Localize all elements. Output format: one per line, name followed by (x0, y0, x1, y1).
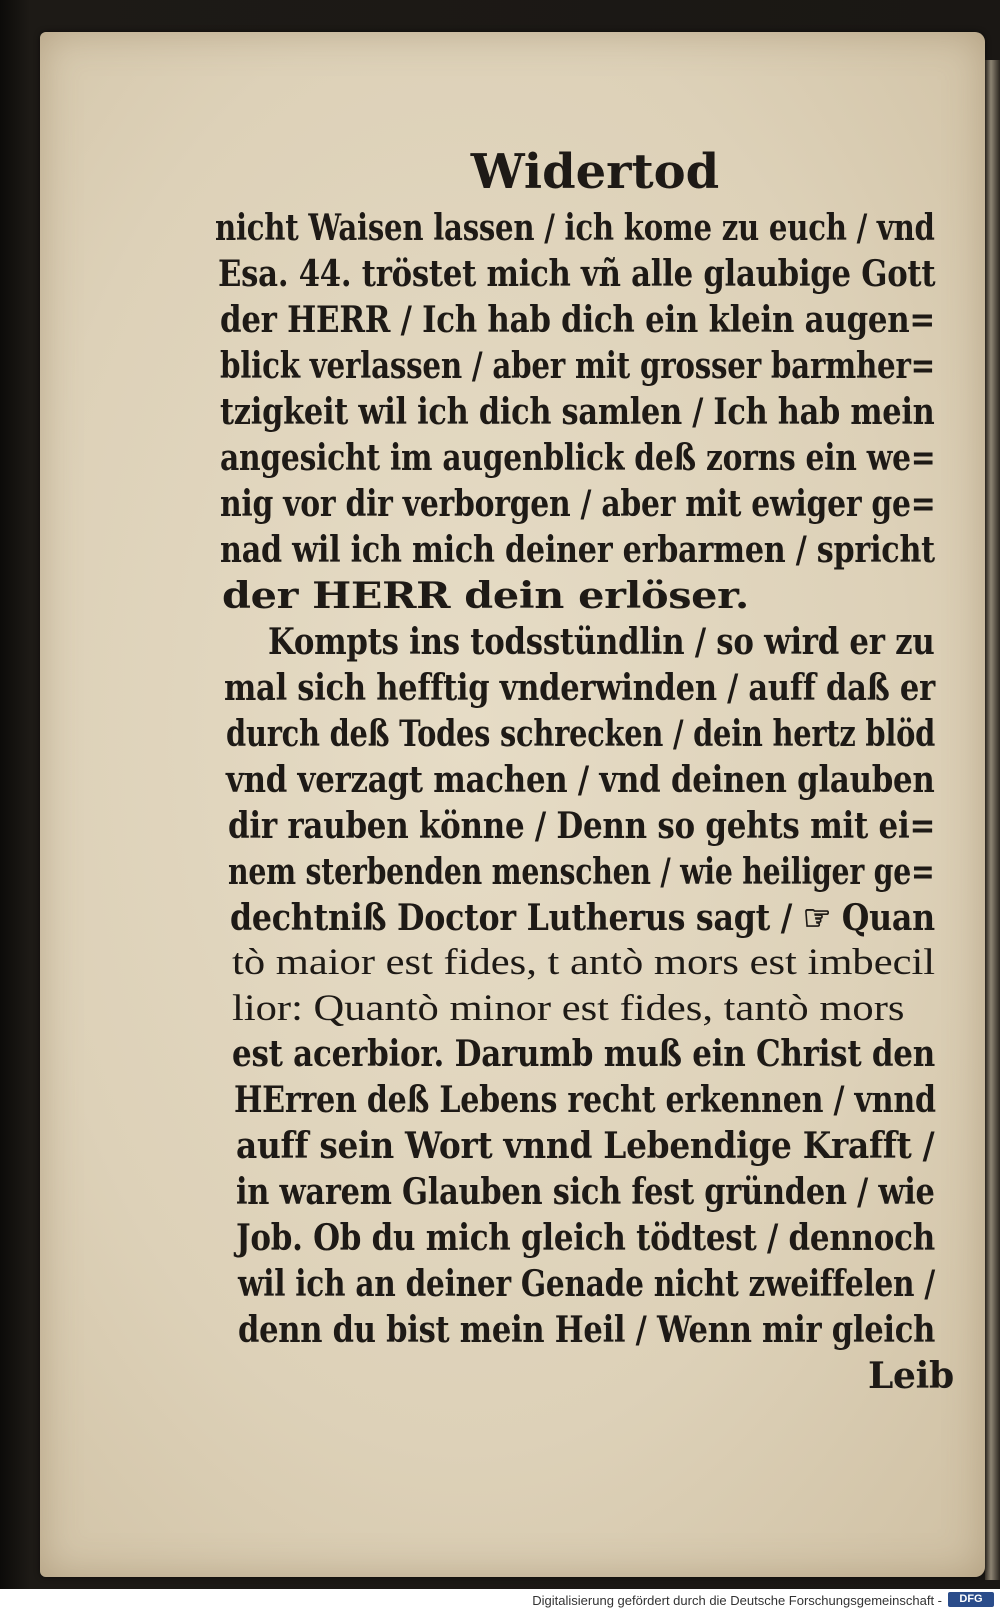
text-line-latin: tò maior est fides, t antò mors est imbecil (232, 942, 936, 983)
catchword: Leib (868, 1355, 954, 1397)
text-line: denn du bist mein Heil / Wenn mir gleich (238, 1309, 936, 1351)
text-line: durch deß Todes schrecken / dein hertz blöd (226, 713, 936, 755)
text-line: tzigkeit wil ich dich samlen / Ich hab mein (220, 391, 935, 433)
text-line: in warem Glauben sich fest gründen / wie (236, 1171, 935, 1213)
text-line: HErren deß Lebens recht erkennen / vnnd (234, 1079, 936, 1121)
text-line: mal sich hefftig vnderwinden / auff daß er (224, 667, 935, 709)
text-line: auff sein Wort vnnd Lebendige Krafft / (236, 1125, 935, 1167)
text-line: nem sterbenden menschen / wie heiliger ge= (228, 851, 935, 893)
text-line: der HERR dein erlöser. (222, 575, 749, 617)
footer-credit: Digitalisierung gefördert durch die Deutsche Forschungsgemeinschaft - (532, 1593, 942, 1608)
book-page (40, 32, 985, 1577)
text-line-latin: lior: Quantò minor est fides, tantò mors (232, 988, 905, 1029)
text-line: blick verlassen / aber mit grosser barmher= (220, 345, 936, 387)
text-line: der HERR / Ich hab dich ein klein augen= (220, 299, 936, 341)
text-line: angesicht im augenblick deß zorns ein we= (220, 437, 936, 479)
text-line: nad wil ich mich deiner erbarmen / spricht (220, 529, 935, 571)
text-line: Job. Ob du mich gleich tödtest / dennoch (236, 1217, 935, 1259)
text-line: est acerbior. Darumb muß ein Christ den (232, 1033, 935, 1075)
text-line: Kompts ins todsstündlin / so wird er zu (268, 621, 935, 663)
running-head: Widertod (470, 144, 720, 200)
text-line: wil ich an deiner Genade nicht zweiffelen / (238, 1263, 935, 1305)
digitization-footer (0, 1589, 1000, 1611)
dfg-logo: DFG (948, 1592, 994, 1607)
text-line: dir rauben könne / Denn so gehts mit ei= (228, 805, 936, 847)
page-edge (985, 60, 1000, 1580)
text-line: dechtniß Doctor Lutherus sagt / ☞ Quan (230, 897, 935, 939)
text-line: nig vor dir verborgen / aber mit ewiger ge= (220, 483, 936, 525)
text-line: Esa. 44. tröstet mich vñ alle glaubige Gott (218, 253, 936, 295)
text-line: vnd verzagt machen / vnd deinen glauben (226, 759, 935, 801)
text-line: nicht Waisen lassen / ich kome zu euch / vnd (215, 207, 935, 249)
